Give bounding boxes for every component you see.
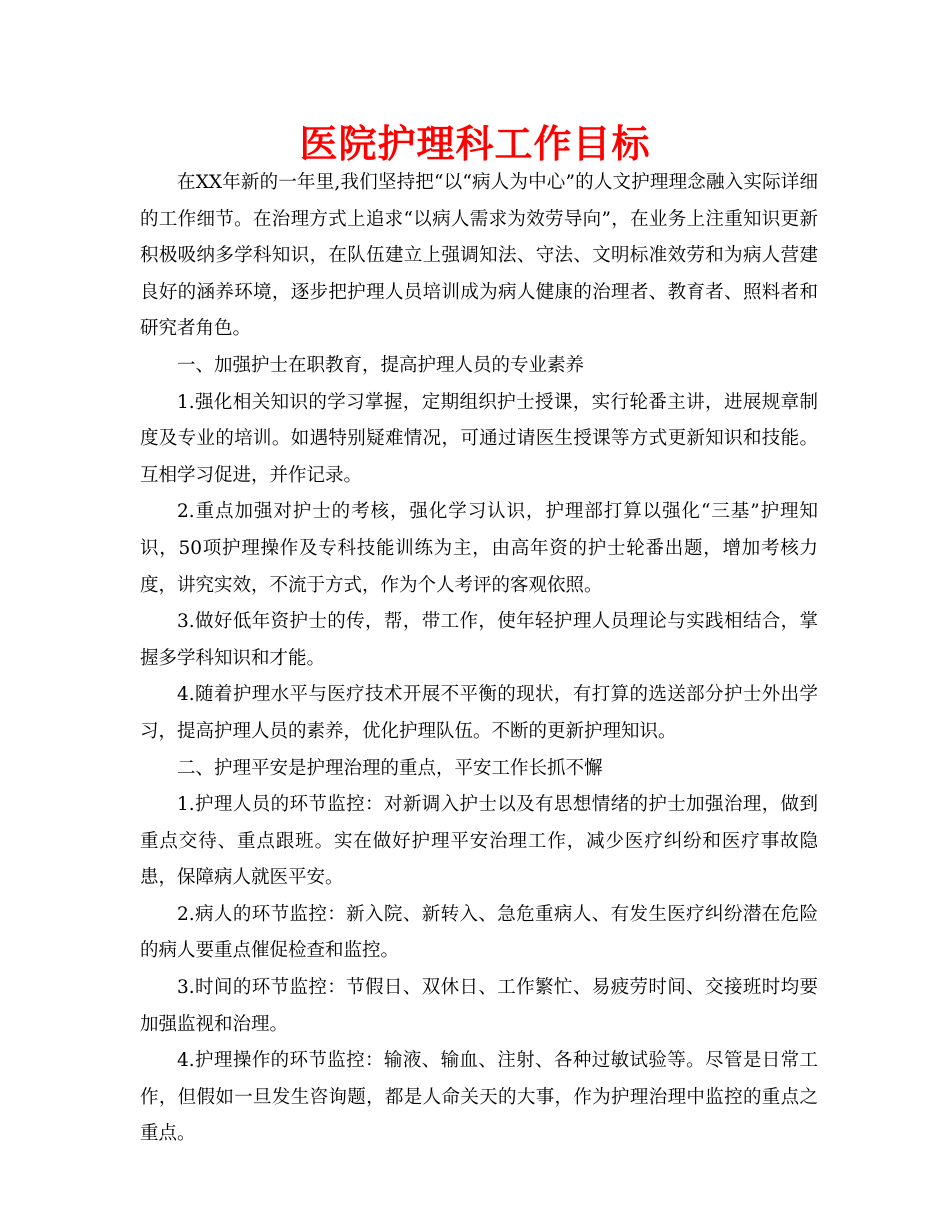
paragraph-intro: 在XX年新的一年里,我们坚持把“以“病人为中心”的人文护理理念融入实际详细的工作细节。在治理方式上追求“以病人需求为效劳导向”，在业务上注重知识更新积极吸纳多学科知识，在队伍建立上强调知法、守法、文明标准效劳和为病人营建良好的涵养环境，逐步把护理人员培训成为病人健康的治理者、教育者、照料者和研究者角色。 <box>140 172 818 340</box>
paragraph-2-1: 1.护理人员的环节监控：对新调入护士以及有思想情绪的护士加强治理，做到重点交待、重点跟班。实在做好护理平安治理工作，减少医疗纠纷和医疗事故隐患，保障病人就医平安。 <box>140 794 818 889</box>
section-heading-1: 一、加强护士在职教育，提高护理人员的专业素养 <box>177 354 585 376</box>
document-title: 医院护理科工作目标 <box>299 122 651 166</box>
document-body <box>140 165 818 1153</box>
paragraph-2-3: 3.时间的环节监控：节假日、双休日、工作繁忙、易疲劳时间、交接班时均要加强监视和治理。 <box>140 977 818 1035</box>
paragraph-1-2: 2.重点加强对护士的考核，强化学习认识，护理部打算以强化“三基”护理知识，50项护理操作及专科技能训练为主，由高年资的护士轮番出题，增加考核力度，讲究实效，不流于方式，作为个人考评的客观依照。 <box>140 501 818 596</box>
paragraph-1-1: 1.强化相关知识的学习掌握，定期组织护士授课，实行轮番主讲，进展规章制度及专业的培训。如遇特别疑难情况，可通过请医生授课等方式更新知识和技能。互相学习促进，并作记录。 <box>140 391 818 486</box>
section-heading-2: 二、护理平安是护理治理的重点，平安工作长抓不懈 <box>177 757 603 779</box>
paragraph-1-3: 3.做好低年资护士的传，帮，带工作，使年轻护理人员理论与实践相结合，掌握多学科知识和才能。 <box>140 611 818 669</box>
paragraph-1-4: 4.随着护理水平与医疗技术开展不平衡的现状，有打算的选送部分护士外出学习，提高护理人员的素养，优化护理队伍。不断的更新护理知识。 <box>140 684 818 742</box>
paragraph-2-4: 4.护理操作的环节监控：输液、输血、注射、各种过敏试验等。尽管是日常工作，但假如一旦发生咨询题，都是人命关天的大事，作为护理治理中监控的重点之重点。 <box>140 1050 818 1145</box>
paragraph-2-2: 2.病人的环节监控：新入院、新转入、急危重病人、有发生医疗纠纷潜在危险的病人要重点催促检查和监控。 <box>140 903 818 962</box>
